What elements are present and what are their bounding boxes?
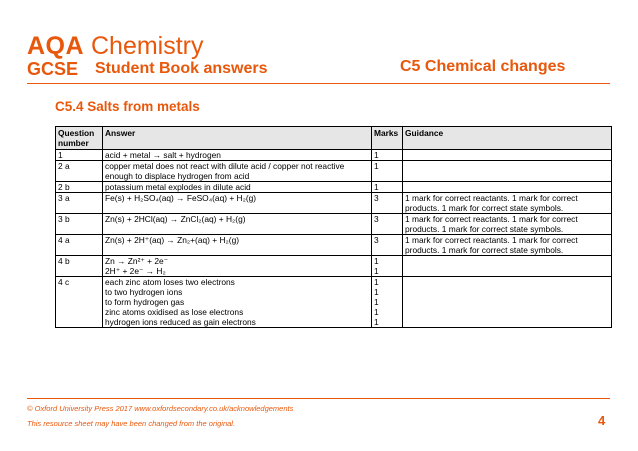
answer-line: each zinc atom loses two electrons	[105, 277, 235, 287]
guidance-cell	[403, 256, 612, 277]
copyright-notice: © Oxford University Press 2017 www.oxfordsecondary.co.uk/acknowledgements	[27, 404, 294, 413]
question-number: 3 b	[56, 214, 103, 235]
marks-cell: 3	[372, 214, 403, 235]
table-row	[56, 150, 612, 161]
marks-cell	[372, 256, 403, 277]
answer-line: 2H⁺ + 2e⁻ → H₂	[105, 266, 166, 276]
question-number: 1	[56, 150, 103, 161]
question-number: 4 b	[56, 256, 103, 277]
table-row	[56, 277, 612, 328]
marks-line: 1	[374, 266, 379, 276]
question-number: 4 c	[56, 277, 103, 328]
table-row	[56, 256, 612, 277]
table-row	[56, 182, 612, 193]
disclaimer-text: This resource sheet may have been changed from the original.	[27, 419, 236, 428]
subject-title: Chemistry	[91, 32, 204, 60]
header-answer: Answer	[103, 127, 372, 150]
answer-cell: Zn(s) + 2HCl(aq) → ZnCl₂(aq) + H₂(g)	[103, 214, 372, 235]
marks-line: 1	[374, 277, 379, 287]
marks-line: 1	[374, 256, 379, 266]
section-title: C5.4 Salts from metals	[55, 99, 200, 114]
guidance-cell: 1 mark for correct reactants. 1 mark for correct products. 1 mark for correct state symbols.	[403, 235, 612, 256]
answer-cell: Zn(s) + 2H⁺(aq) → Zn₂+(aq) + H₂(g)	[103, 235, 372, 256]
header-marks: Marks	[372, 127, 403, 150]
page-number: 4	[598, 413, 606, 428]
header-divider	[27, 83, 610, 84]
footer-divider	[27, 398, 610, 399]
chapter-title: C5 Chemical changes	[400, 58, 566, 75]
table-row	[56, 214, 612, 235]
marks-cell: 3	[372, 193, 403, 214]
marks-cell: 3	[372, 235, 403, 256]
answer-line: to two hydrogen ions	[105, 287, 183, 297]
marks-line: 1	[374, 297, 379, 307]
answer-line: to form hydrogen gas	[105, 297, 185, 307]
guidance-cell	[403, 161, 612, 182]
marks-line: 1	[374, 317, 379, 327]
marks-cell: 1	[372, 150, 403, 161]
table-row	[56, 235, 612, 256]
marks-line: 1	[374, 287, 379, 297]
level-label: GCSE	[27, 59, 79, 79]
header-question: Question number	[56, 127, 103, 150]
answer-cell: copper metal does not react with dilute acid / copper not reactive enough to displace hydrogen from acid	[103, 161, 372, 182]
question-number: 3 a	[56, 193, 103, 214]
answer-cell: acid + metal → salt + hydrogen	[103, 150, 372, 161]
question-number: 2 a	[56, 161, 103, 182]
book-title: Student Book answers	[95, 60, 268, 77]
guidance-cell: 1 mark for correct reactants. 1 mark for correct products. 1 mark for correct state symbols.	[403, 214, 612, 235]
answer-cell: Fe(s) + H₂SO₄(aq) → FeSO₄(aq) + H₂(g)	[103, 193, 372, 214]
answers-table	[55, 126, 612, 328]
marks-cell: 1	[372, 161, 403, 182]
table-row	[56, 161, 612, 182]
answer-line: zinc atoms oxidised as lose electrons	[105, 307, 244, 317]
answer-line: Zn → Zn²⁺ + 2e⁻	[105, 256, 169, 266]
guidance-cell	[403, 150, 612, 161]
marks-line: 1	[374, 307, 379, 317]
guidance-cell	[403, 182, 612, 193]
brand-logo: AQA	[27, 32, 85, 60]
guidance-cell: 1 mark for correct reactants. 1 mark for correct products. 1 mark for correct state symbols.	[403, 193, 612, 214]
answer-cell: potassium metal explodes in dilute acid	[103, 182, 372, 193]
header-guidance: Guidance	[403, 127, 612, 150]
answer-cell	[103, 256, 372, 277]
marks-cell: 1	[372, 182, 403, 193]
answer-cell	[103, 277, 372, 328]
marks-cell	[372, 277, 403, 328]
question-number: 2 b	[56, 182, 103, 193]
table-header-row	[56, 127, 612, 150]
table-row	[56, 193, 612, 214]
guidance-cell	[403, 277, 612, 328]
answer-line: hydrogen ions reduced as gain electrons	[105, 317, 256, 327]
question-number: 4 a	[56, 235, 103, 256]
